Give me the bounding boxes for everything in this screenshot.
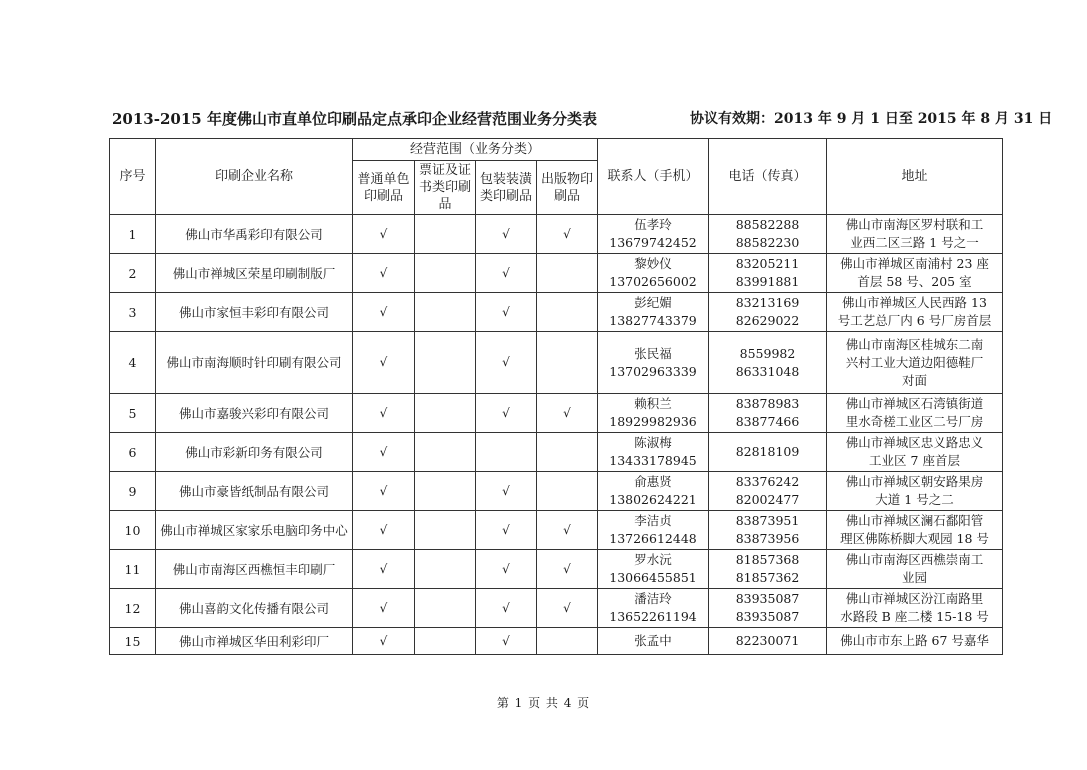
row-address-line-2: 号工艺总厂内 6 号厂房首层 [837,313,992,328]
row-phone-line-2: 82629022 [735,313,800,328]
row-cat-certificates [415,550,476,589]
row-company: 佛山市嘉骏兴彩印有限公司 [156,394,353,433]
row-phone-line-1: 83376242 [735,474,800,489]
row-phone-line-2: 81857362 [735,570,800,585]
agreement-validity: 协议有效期：2013 年 9 月 1 日至 2015 年 8 月 31 日 [690,111,1053,127]
row-phone-line-2: 83873956 [735,531,800,546]
row-contact [598,589,709,628]
row-phone [709,589,827,628]
row-contact-line-1: 张孟中 [634,633,672,648]
header-cat-packaging: 包装装潢类印刷品 [476,161,537,215]
row-address-line-2: 水路段 B 座二楼 15-18 号 [840,609,989,624]
row-company: 佛山喜韵文化传播有限公司 [156,589,353,628]
row-cat-certificates [415,628,476,655]
table-row [110,628,1003,655]
header-contact: 联系人（手机） [598,139,709,215]
row-cat-publications [537,628,598,655]
row-contact-line-1: 张民福 [634,345,672,361]
row-cat-publications: √ [537,511,598,550]
row-cat-ordinary: √ [353,628,415,655]
row-address [827,628,1003,655]
row-phone [709,215,827,254]
page-footer: 第 1 页 共 4 页 [496,696,591,710]
header-seq: 序号 [110,139,156,215]
row-cat-ordinary: √ [353,215,415,254]
table-row [110,550,1003,589]
row-contact-line-1: 彭纪媚 [634,295,672,310]
row-cat-packaging: √ [476,215,537,254]
table-row [110,215,1003,254]
row-cat-publications [537,332,598,394]
row-contact [598,433,709,472]
row-address-line-2: 大道 1 号之二 [875,492,954,507]
row-cat-ordinary: √ [353,394,415,433]
row-cat-packaging: √ [476,511,537,550]
row-company: 佛山市禅城区荣星印刷制版厂 [156,254,353,293]
row-contact-line-2: 13433178945 [609,453,697,468]
row-phone [709,394,827,433]
row-contact [598,215,709,254]
row-address-line-2: 业西二区三路 1 号之一 [850,235,979,250]
table-row [110,433,1003,472]
row-phone [709,472,827,511]
row-seq: 15 [110,628,156,655]
header-scope: 经营范围（业务分类） [353,139,598,161]
row-phone [709,254,827,293]
row-cat-ordinary: √ [353,293,415,332]
header-cat-publications: 出版物印刷品 [537,161,598,215]
table-row [110,472,1003,511]
row-phone-line-2: 82002477 [735,492,800,507]
row-address-line-3: 对面 [901,372,927,388]
row-phone-line-2: 83991881 [735,274,800,289]
row-address [827,215,1003,254]
row-cat-certificates [415,433,476,472]
row-phone-line-1: 83213169 [735,295,800,310]
row-contact-line-1: 李洁贞 [634,513,672,528]
header-phone: 电话（传真） [709,139,827,215]
row-contact-line-1: 俞惠贤 [634,474,672,489]
row-company: 佛山市豪皆纸制品有限公司 [156,472,353,511]
row-phone [709,511,827,550]
row-cat-packaging: √ [476,550,537,589]
row-address-line-1: 佛山市禅城区汾江南路里 [845,591,984,606]
row-address-line-1: 佛山市禅城区人民西路 13 [842,295,987,310]
row-phone-line-1: 83878983 [735,396,800,411]
row-cat-certificates [415,215,476,254]
row-contact [598,394,709,433]
row-seq: 5 [110,394,156,433]
row-cat-ordinary: √ [353,511,415,550]
row-contact [598,254,709,293]
row-phone [709,628,827,655]
row-address [827,332,1003,394]
row-phone-line-2: 83935087 [735,609,800,624]
row-company: 佛山市华禹彩印有限公司 [156,215,353,254]
row-address-line-2: 业园 [901,570,927,585]
row-contact-line-2: 13702963339 [609,363,697,379]
row-cat-certificates [415,589,476,628]
row-phone [709,550,827,589]
row-seq: 11 [110,550,156,589]
table-body [110,215,1003,655]
row-cat-ordinary: √ [353,550,415,589]
row-cat-packaging: √ [476,332,537,394]
row-cat-packaging [476,433,537,472]
header-cat-ordinary: 普通单色印刷品 [353,161,415,215]
row-seq: 10 [110,511,156,550]
row-contact [598,628,709,655]
header-row-top [110,139,1003,161]
row-contact-line-1: 罗水沅 [634,552,672,567]
row-contact [598,472,709,511]
row-address-line-1: 佛山市禅城区朝安路果房 [845,474,984,489]
row-contact-line-2: 18929982936 [609,414,697,429]
row-contact-line-1: 陈淑梅 [634,435,672,450]
row-contact-line-2: 13827743379 [609,313,697,328]
row-phone-line-1: 8559982 [739,345,796,361]
row-phone-line-2: 86331048 [735,363,800,379]
row-address [827,293,1003,332]
row-cat-certificates [415,332,476,394]
row-company: 佛山市彩新印务有限公司 [156,433,353,472]
row-contact-line-2: 13679742452 [609,235,697,250]
row-cat-publications: √ [537,215,598,254]
row-address [827,589,1003,628]
row-address-line-2: 里水奇槎工业区二号厂房 [845,414,984,429]
row-cat-publications [537,433,598,472]
row-address-line-1: 佛山市南海区罗村联和工 [845,217,984,232]
row-address-line-1: 佛山市南海区西樵崇南工 [845,552,984,567]
row-cat-ordinary: √ [353,433,415,472]
row-contact-line-2: 13802624221 [609,492,697,507]
row-cat-ordinary: √ [353,472,415,511]
header-cat-certificates: 票证及证书类印刷品 [415,161,476,215]
row-address-line-2: 理区佛陈桥脚大观园 18 号 [840,531,989,546]
row-contact-line-2: 13702656002 [609,274,697,289]
table-row [110,332,1003,394]
row-address-line-2: 工业区 7 座首层 [869,453,960,468]
row-cat-certificates [415,394,476,433]
row-phone-line-1: 88582288 [735,217,800,232]
row-address [827,472,1003,511]
row-seq: 2 [110,254,156,293]
table-row [110,394,1003,433]
row-contact-line-2: 13066455851 [609,570,697,585]
row-company: 佛山市家恒丰彩印有限公司 [156,293,353,332]
row-cat-packaging: √ [476,394,537,433]
table-row [110,511,1003,550]
row-address-line-2: 兴村工业大道边阳德鞋厂 [845,354,984,370]
row-contact [598,550,709,589]
row-phone-line-2: 83877466 [735,414,800,429]
header-company: 印刷企业名称 [156,139,353,215]
row-cat-certificates [415,254,476,293]
table-row [110,589,1003,628]
row-address-line-1: 佛山市市东上路 67 号嘉华 [840,633,989,648]
row-cat-packaging: √ [476,628,537,655]
row-contact-line-1: 伍孝玲 [634,217,672,232]
row-address [827,511,1003,550]
row-cat-packaging: √ [476,293,537,332]
row-seq: 12 [110,589,156,628]
row-cat-certificates [415,293,476,332]
row-contact-line-1: 赖积兰 [634,396,672,411]
table-row [110,293,1003,332]
header-address: 地址 [827,139,1003,215]
row-cat-publications: √ [537,550,598,589]
row-address-line-1: 佛山市禅城区石湾镇街道 [845,396,984,411]
row-contact [598,511,709,550]
row-seq: 1 [110,215,156,254]
row-phone [709,332,827,394]
row-phone-line-1: 81857368 [735,552,800,567]
row-phone [709,293,827,332]
row-seq: 3 [110,293,156,332]
row-cat-publications [537,472,598,511]
row-phone-line-2: 88582230 [735,235,800,250]
row-contact-line-1: 黎妙仪 [634,256,672,271]
row-address-line-2: 首层 58 号、205 室 [857,274,972,289]
row-phone-line-1: 83873951 [735,513,800,528]
table-row [110,254,1003,293]
row-seq: 6 [110,433,156,472]
row-cat-ordinary: √ [353,332,415,394]
row-address-line-1: 佛山市禅城区南浦村 23 座 [840,256,989,271]
row-company: 佛山市禅城区华田利彩印厂 [156,628,353,655]
row-address-line-1: 佛山市禅城区忠义路忠义 [845,435,984,450]
enterprise-table [109,138,1003,655]
row-address-line-1: 佛山市南海区桂城东二南 [845,336,984,352]
row-phone-line-1: 83935087 [735,591,800,606]
row-cat-publications: √ [537,394,598,433]
row-seq: 9 [110,472,156,511]
row-company: 佛山市禅城区家家乐电脑印务中心 [156,511,353,550]
row-company: 佛山市南海顺时针印刷有限公司 [156,332,353,394]
row-cat-packaging: √ [476,472,537,511]
row-cat-packaging: √ [476,254,537,293]
document-title: 2013-2015 年度佛山市直单位印刷品定点承印企业经营范围业务分类表 [112,110,597,128]
row-cat-publications [537,293,598,332]
row-phone-line-1: 83205211 [735,256,800,271]
row-contact-line-1: 潘洁玲 [634,591,672,606]
row-seq: 4 [110,332,156,394]
row-phone-line-1: 82818109 [735,444,800,459]
row-contact [598,332,709,394]
row-address [827,433,1003,472]
row-contact-line-2: 13652261194 [609,609,697,624]
row-cat-ordinary: √ [353,254,415,293]
row-cat-publications: √ [537,589,598,628]
row-phone-line-1: 82230071 [735,633,800,648]
row-cat-publications [537,254,598,293]
row-cat-certificates [415,472,476,511]
row-phone [709,433,827,472]
row-cat-packaging: √ [476,589,537,628]
row-address [827,394,1003,433]
row-contact-line-2: 13726612448 [609,531,697,546]
row-company: 佛山市南海区西樵恒丰印刷厂 [156,550,353,589]
row-address [827,550,1003,589]
row-cat-certificates [415,511,476,550]
row-cat-ordinary: √ [353,589,415,628]
row-contact [598,293,709,332]
row-address-line-1: 佛山市禅城区澜石鄱阳管 [845,513,984,528]
row-address [827,254,1003,293]
